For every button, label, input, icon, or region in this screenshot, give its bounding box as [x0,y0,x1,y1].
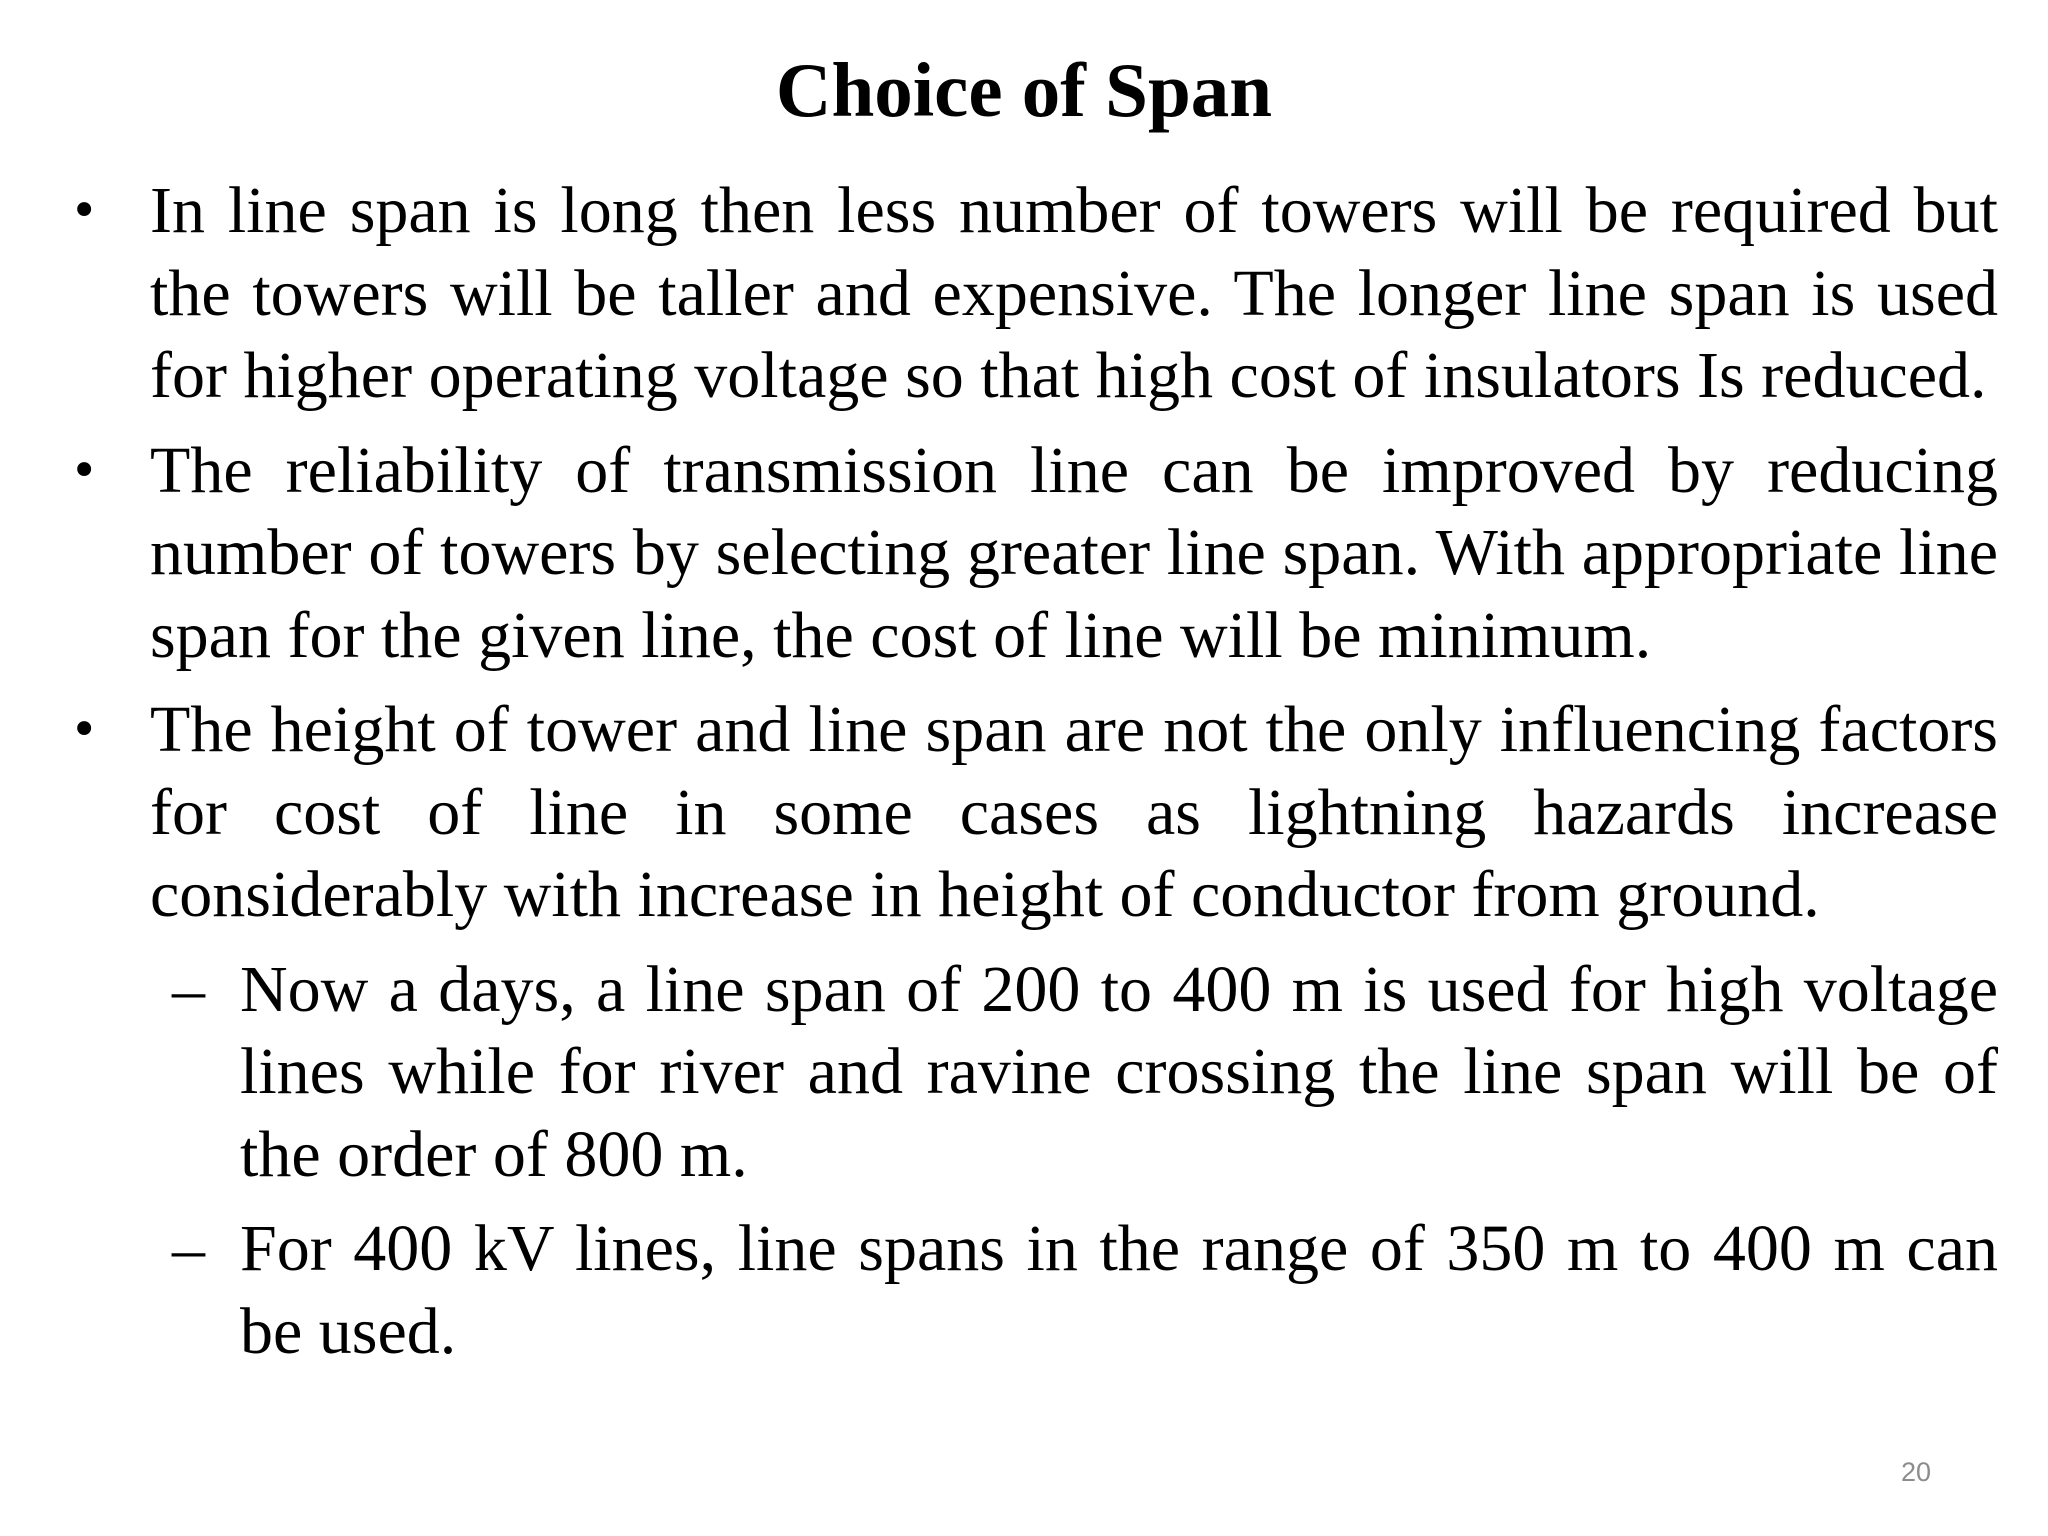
bullet-text: The reliability of transmission line can be improved by reducing number of towers by selecting greater line span. With appropriate line span for the given line, the cost of line will be minimum. [150,433,1998,672]
sub-bullet-list [0,949,2048,1374]
bullet-marker: • [70,442,99,499]
bullet-marker: • [70,702,99,758]
sub-bullet-text: Now a days, a line span of 200 to 400 m is used for high voltage lines while for river and ravine crossing the line span will be of the order of 800 m. [240,952,1998,1191]
bullet-list [0,170,2048,1385]
bullet-item [0,430,2048,678]
bullet-item [0,170,2048,418]
sub-bullet-text: For 400 kV lines, line spans in the range of 350 m to 400 m can be used. [240,1212,1998,1368]
bullet-text: The height of tower and line span are not the only influencing factors for cost of line in some cases as lightning hazards increase considerably with increase in height of conductor from ground. [150,693,1998,931]
dash-marker: – [172,1212,205,1285]
sub-bullet-group [0,949,2048,1374]
sub-bullet-item [0,949,2048,1197]
bullet-marker: • [70,183,99,239]
page-number: 20 [1900,1457,1932,1487]
dash-marker: – [172,952,205,1026]
bullet-item [0,689,2048,937]
sub-bullet-item [0,1208,2048,1373]
slide-title: Choice of Span [775,47,1273,133]
bullet-text: In line span is long then less number of towers will be required but the towers will be taller and expensive. The longer line span is used for higher operating voltage so that high cost of insulators Is reduced. [150,174,1998,412]
